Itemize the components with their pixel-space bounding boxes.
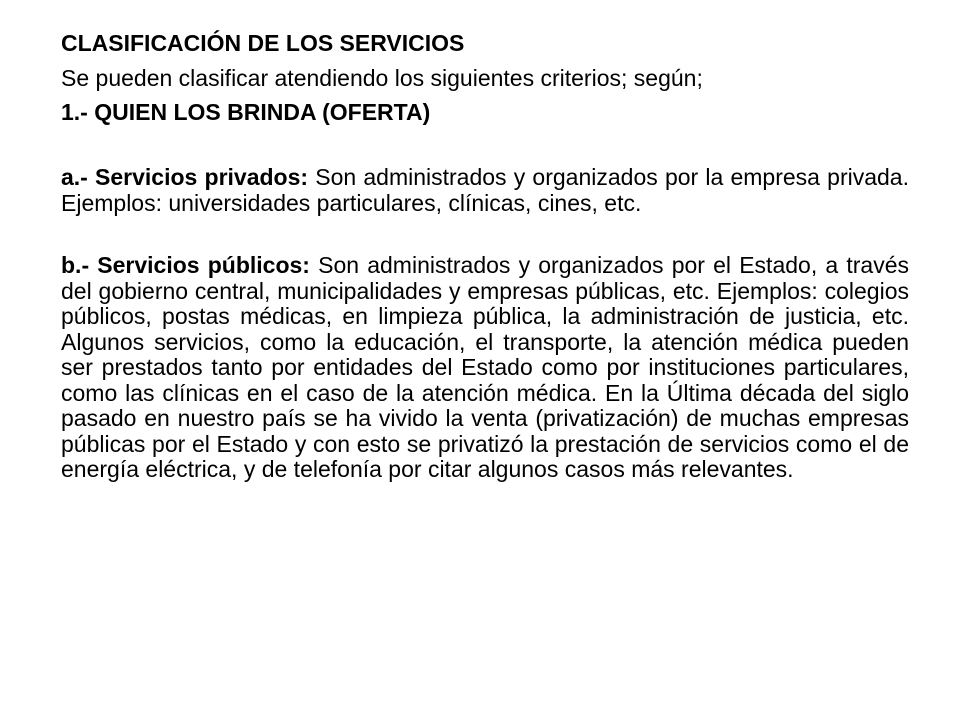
section-heading: 1.- QUIEN LOS BRINDA (OFERTA) — [61, 99, 431, 125]
term-private-services: a.- Servicios privados: — [61, 164, 309, 190]
definition-private-services: Son administrados y organizados por la empresa privada. Ejemplos: universidades particulares, clínicas, cines, etc. — [61, 164, 909, 216]
paragraph-public-services — [61, 253, 909, 483]
slide-content — [61, 26, 909, 483]
term-public-services: b.- Servicios públicos: — [61, 252, 310, 278]
intro-text: Se pueden clasificar atendiendo los siguientes criterios; según; — [61, 65, 703, 91]
slide-title: CLASIFICACIÓN DE LOS SERVICIOS — [61, 30, 465, 56]
definition-public-services: Son administrados y organizados por el Estado, a través del gobierno central, municipalidades y empresas públicas, etc. Ejemplos: colegios públicos, postas médicas, en limpieza pública, la administración de justicia, etc. Algunos servicios, como la educación, el transporte, la atención médica pueden ser prestados tanto por entidades del Estado como por instituciones particulares, como las clínicas en el caso de la atención médica. En la Última década del siglo pasado en nuestro país se ha vivido la venta (privatización) de muchas empresas públicas por el Estado y con esto se privatizó la prestación de servicios como el de energía eléctrica, y de telefonía por citar algunos casos más relevantes. — [61, 252, 909, 482]
paragraph-private-services — [61, 165, 909, 216]
